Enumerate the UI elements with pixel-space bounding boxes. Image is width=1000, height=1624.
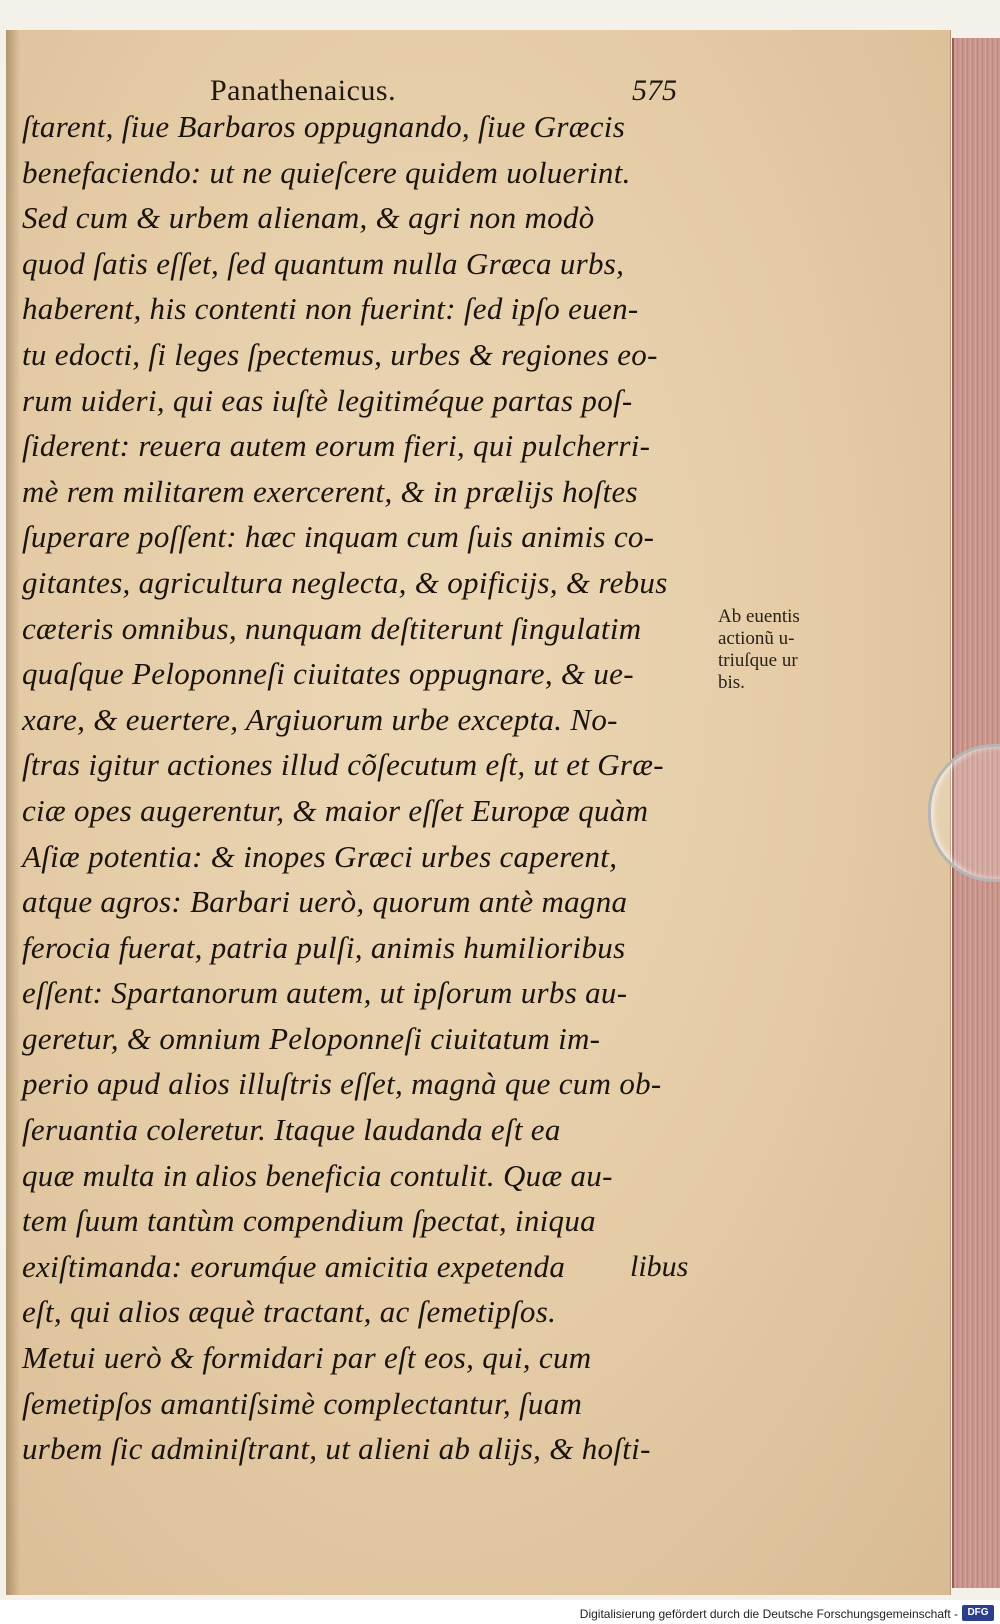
text-line: haberent, his contenti non fuerint: ſed ipſo euen- <box>22 291 639 327</box>
dfg-logo: DFG <box>962 1605 994 1621</box>
text-line: cæteris omnibus, nunquam deſtiterunt ſingulatim <box>22 610 642 646</box>
text-line: ſeruantia coleretur. Itaque laudanda eſt ea <box>22 1112 561 1148</box>
text-line: quæ multa in alios beneficia contulit. Quæ au- <box>22 1157 613 1193</box>
footer-bar <box>0 1600 1000 1624</box>
text-line: ſiderent: reuera autem eorum fieri, qui pulcherri- <box>22 428 651 464</box>
body-text <box>22 104 702 1472</box>
catchword: libus <box>630 1250 689 1283</box>
text-line: mè rem militarem exercerent, & in prælijs hoſtes <box>22 473 638 509</box>
marginal-note-line: triuſque ur <box>718 650 798 671</box>
text-line: quod ſatis eſſet, ſed quantum nulla Græca urbs, <box>22 245 625 281</box>
marginal-note-line: Ab euentis <box>718 606 800 627</box>
text-line: exiſtimanda: eorumq́ue amicitia expetenda <box>22 1248 566 1284</box>
text-line: Metui uerò & formidari par eſt eos, qui, cum <box>22 1340 592 1376</box>
text-line: tu edocti, ſi leges ſpectemus, urbes & regiones eo- <box>22 336 658 372</box>
marginal-note <box>718 606 838 694</box>
text-line: geretur, & omnium Peloponneſi ciuitatum im- <box>22 1020 601 1056</box>
text-line: ſtarent, ſiue Barbaros oppugnando, ſiue Græcis <box>22 109 626 144</box>
text-line: quaſque Peloponneſi ciuitates oppugnare, & ue- <box>22 656 634 692</box>
marginal-note-line: actionũ u- <box>718 628 795 649</box>
text-line: ſemetipſos amantiſsimè complectantur, ſuam <box>22 1385 583 1421</box>
text-line: eſſent: Spartanorum autem, ut ipſorum urbs au- <box>22 975 628 1011</box>
text-line: xare, & euertere, Argiuorum urbe excepta. No- <box>22 701 618 737</box>
text-line: tem ſuum tantùm compendium ſpectat, iniqua <box>22 1203 596 1239</box>
text-line: ſtras igitur actiones illud cõſecutum eſt, ut et Græ- <box>22 747 664 783</box>
text-line: benefaciendo: ut ne quieſcere quidem uoluerint. <box>22 154 631 190</box>
text-line: gitantes, agricultura neglecta, & opificijs, & rebus <box>22 564 668 600</box>
marginal-note-line: bis. <box>718 672 745 693</box>
funding-credit: Digitalisierung gefördert durch die Deutsche Forschungsgemeinschaft - <box>579 1607 958 1621</box>
text-line: eſt, qui alios æquè tractant, ac ſemetipſos. <box>22 1294 557 1330</box>
text-line: rum uideri, qui eas iuſtè legitiméque partas poſ- <box>22 382 633 418</box>
text-line: atque agros: Barbari uerò, quorum antè magna <box>22 884 628 920</box>
text-line: Aſiæ potentia: & inopes Græci urbes caperent, <box>22 838 618 874</box>
running-head: Panathenaicus. <box>210 74 397 107</box>
text-line: urbem ſic adminiſtrant, ut alieni ab alijs, & hoſti- <box>22 1431 651 1467</box>
text-line: Sed cum & urbem alienam, & agri non modò <box>22 200 595 236</box>
text-line: ciæ opes augerentur, & maior eſſet Europæ quàm <box>22 792 649 828</box>
text-line: perio apud alios illuſtris eſſet, magnà que cum ob- <box>22 1066 662 1102</box>
text-line: ferocia fuerat, patria pulſi, animis humilioribus <box>22 929 626 965</box>
gutter-shadow <box>6 30 20 1595</box>
text-line: ſuperare poſſent: hæc inquam cum ſuis animis co- <box>22 519 655 555</box>
page-number: 575 <box>632 74 677 107</box>
